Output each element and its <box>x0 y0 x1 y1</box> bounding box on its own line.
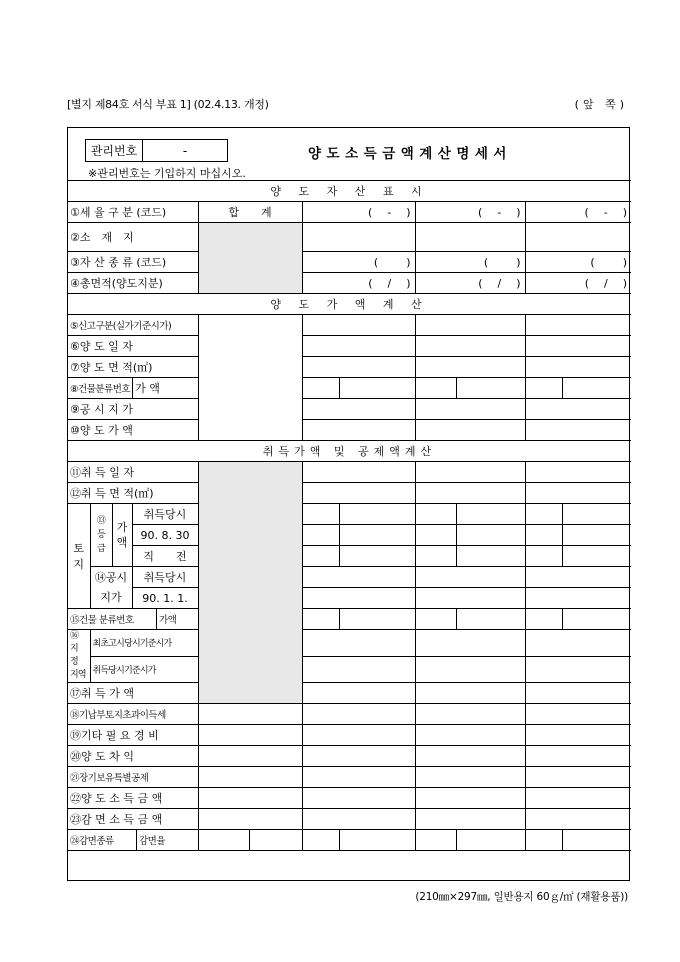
field-posted-price-3[interactable] <box>525 399 631 420</box>
field-asset-type-1[interactable]: ( ) <box>302 252 415 273</box>
field-area-3[interactable]: ( / ) <box>525 273 631 294</box>
form-reference: [별지 제84호 서식 부표 1] (02.4.13. 개정) <box>67 98 269 111</box>
field-exempt-income-3[interactable] <box>525 809 631 830</box>
row-grade-prior <box>68 546 631 567</box>
field-report-type-3[interactable] <box>525 315 631 336</box>
field-grade-1990-2a[interactable] <box>415 525 456 546</box>
field-building-class-1b[interactable] <box>339 378 415 399</box>
field-transfer-gain-3[interactable] <box>525 746 631 767</box>
field-other-expenses-3[interactable] <box>525 725 631 746</box>
field-acq-date-3[interactable] <box>525 462 631 483</box>
field-transfer-date-3[interactable] <box>525 336 631 357</box>
label-land-tax: ⑱기납부토지초과이득세 <box>68 704 198 725</box>
field-grade-1990-1a[interactable] <box>302 525 339 546</box>
row-posted-1990 <box>68 588 631 609</box>
row-other-expenses <box>68 725 631 746</box>
field-grade-prior-1b[interactable] <box>339 546 415 567</box>
section-acquisition <box>68 441 631 462</box>
label-acq-area: ⑫취 득 면 적(㎡) <box>68 483 198 504</box>
section-asset <box>68 181 631 202</box>
field-building-acq-1b[interactable] <box>339 609 415 630</box>
field-acq-area-2[interactable] <box>415 483 525 504</box>
field-building-acq-1a[interactable] <box>302 609 339 630</box>
label-acq-time-2: 취득당시 <box>132 567 198 588</box>
field-grade-prior-2b[interactable] <box>456 546 525 567</box>
row-posted-acq <box>68 567 631 588</box>
row-transfer-income <box>68 788 631 809</box>
field-long-term-total[interactable] <box>198 767 302 788</box>
total-gray-1 <box>198 223 302 294</box>
field-exemption-total[interactable] <box>198 830 302 851</box>
row-building-class-acq <box>68 609 631 630</box>
field-designated-first-1[interactable] <box>302 630 415 657</box>
field-location-1[interactable] <box>302 223 415 252</box>
row-posted-price <box>68 399 631 420</box>
label-acq-standard-price: 취득당시기준시가 <box>90 656 198 683</box>
label-exempt-income: ㉓감 면 소 득 금 액 <box>68 809 198 830</box>
row-acq-area <box>68 483 631 504</box>
row-asset-type <box>68 252 631 273</box>
field-building-class-2b[interactable] <box>456 378 525 399</box>
label-building-class-acq <box>68 609 198 630</box>
management-notice: ※관리번호는 기입하지 마십시오. <box>88 167 246 180</box>
label-building-class-acq-no: ⑮건물 분류번호 <box>68 609 157 629</box>
label-exemption-kind: ㉔감면종류 <box>68 830 137 850</box>
field-grade-prior-2a[interactable] <box>415 546 456 567</box>
form-frame <box>67 127 630 881</box>
field-transfer-income-1[interactable] <box>302 788 415 809</box>
field-tax-code-3[interactable]: ( - ) <box>525 202 631 223</box>
field-report-type-1[interactable] <box>302 315 415 336</box>
label-building-class-amount: 가 액 <box>135 382 160 395</box>
label-transfer-income: ㉒양 도 소 득 금 액 <box>68 788 198 809</box>
field-area-1[interactable]: ( / ) <box>302 273 415 294</box>
field-transfer-gain-1[interactable] <box>302 746 415 767</box>
label-building-class-no: ⑧건물분류번호 <box>68 378 133 398</box>
label-land: 토 지 <box>68 504 90 609</box>
field-designated-first-2[interactable] <box>415 630 525 657</box>
label-building-class-acq-amount: 가액 <box>159 615 177 626</box>
field-designated-first-3[interactable] <box>525 630 631 657</box>
field-exemption-2a[interactable] <box>415 830 456 851</box>
field-transfer-income-total[interactable] <box>198 788 302 809</box>
field-grade-1990-1b[interactable] <box>339 525 415 546</box>
row-transfer-price <box>68 420 631 441</box>
field-grade-1990-3a[interactable] <box>525 525 562 546</box>
label-transfer-area: ⑦양 도 면 적(㎡) <box>68 357 198 378</box>
label-first-notice-price: 최초고시당시기준시가 <box>90 630 198 657</box>
row-transfer-date <box>68 336 631 357</box>
label-acq-price: ⑰취 득 가 액 <box>68 683 198 704</box>
field-transfer-area-2[interactable] <box>415 357 525 378</box>
field-transfer-gain-total[interactable] <box>198 746 302 767</box>
field-exemption-1b[interactable] <box>339 830 415 851</box>
field-tax-code-1[interactable]: ( - ) <box>302 202 415 223</box>
field-other-expenses-total[interactable] <box>198 725 302 746</box>
field-long-term-1[interactable] <box>302 767 415 788</box>
label-building-class <box>68 378 198 399</box>
label-grade: ⑬ 등 급 <box>90 504 112 567</box>
row-designated-acq <box>68 656 631 683</box>
total-gray-2 <box>198 462 302 704</box>
field-transfer-gain-2[interactable] <box>415 746 525 767</box>
field-grade-acq-1a[interactable] <box>302 504 339 525</box>
field-building-class-3a[interactable] <box>525 378 562 399</box>
row-report-type <box>68 315 631 336</box>
row-acq-date <box>68 462 631 483</box>
row-designated-first <box>68 630 631 657</box>
label-tax-rate: ①세 율 구 분 (코드) <box>68 202 198 223</box>
field-posted-price-1[interactable] <box>302 399 415 420</box>
field-grade-1990-3b[interactable] <box>562 525 631 546</box>
field-grade-prior-3a[interactable] <box>525 546 562 567</box>
field-transfer-area-1[interactable] <box>302 357 415 378</box>
field-acq-date-1[interactable] <box>302 462 415 483</box>
field-land-tax-total[interactable] <box>198 704 302 725</box>
field-posted-1990-3[interactable] <box>525 588 631 609</box>
field-building-acq-2b[interactable] <box>456 609 525 630</box>
field-posted-acq-3[interactable] <box>525 567 631 588</box>
field-tax-code-2[interactable]: ( - ) <box>415 202 525 223</box>
section-title-asset: 양 도 자 산 표 시 <box>68 181 631 202</box>
label-acq-date: ⑪취 득 일 자 <box>68 462 198 483</box>
field-acq-area-3[interactable] <box>525 483 631 504</box>
label-other-expenses: ⑲기타 필 요 경 비 <box>68 725 198 746</box>
field-transfer-price-1[interactable] <box>302 420 415 441</box>
field-exemption-1a[interactable] <box>302 830 339 851</box>
field-area-2[interactable]: ( / ) <box>415 273 525 294</box>
field-building-acq-2a[interactable] <box>415 609 456 630</box>
row-location <box>68 223 631 252</box>
section-title-transfer: 양 도 가 액 계 산 <box>68 294 631 315</box>
row-long-term-deduction <box>68 767 631 788</box>
label-area: ④총면적(양도지분) <box>68 273 198 294</box>
label-long-term-deduction: ㉑장기보유특별공제 <box>68 767 198 788</box>
field-posted-1990-2[interactable] <box>415 588 525 609</box>
field-asset-type-2[interactable]: ( ) <box>415 252 525 273</box>
field-grade-1990-2b[interactable] <box>456 525 525 546</box>
field-exempt-income-total[interactable] <box>198 809 302 830</box>
field-transfer-date-2[interactable] <box>415 336 525 357</box>
label-grade-value: 가 액 <box>112 504 132 567</box>
label-posted-price: ⑨공 시 지 가 <box>68 399 198 420</box>
field-transfer-price-3[interactable] <box>525 420 631 441</box>
field-exemption-3a[interactable] <box>525 830 562 851</box>
field-long-term-3[interactable] <box>525 767 631 788</box>
row-transfer-gain <box>68 746 631 767</box>
form-title: 양도소득금액계산명세서 <box>308 146 512 162</box>
label-exemption-type <box>68 830 198 851</box>
field-posted-acq-2[interactable] <box>415 567 525 588</box>
field-building-class-1a[interactable] <box>302 378 339 399</box>
field-posted-acq-1[interactable] <box>302 567 415 588</box>
field-exempt-income-1[interactable] <box>302 809 415 830</box>
form-header <box>68 128 629 180</box>
label-just-before: 직 전 <box>132 546 198 567</box>
management-number-field[interactable]: - <box>182 143 188 158</box>
field-location-2[interactable] <box>415 223 525 252</box>
field-exemption-2b[interactable] <box>456 830 525 851</box>
row-building-class <box>68 378 631 399</box>
field-land-tax-1[interactable] <box>302 704 415 725</box>
field-acq-date-2[interactable] <box>415 462 525 483</box>
label-date-1990-aug: 90. 8. 30 <box>132 525 198 546</box>
field-transfer-income-3[interactable] <box>525 788 631 809</box>
label-transfer-gain: ⑳양 도 차 익 <box>68 746 198 767</box>
field-acq-price-1[interactable] <box>302 683 415 704</box>
field-grade-acq-3a[interactable] <box>525 504 562 525</box>
field-land-tax-3[interactable] <box>525 704 631 725</box>
row-transfer-area <box>68 357 631 378</box>
field-building-acq-3a[interactable] <box>525 609 562 630</box>
section-transfer <box>68 294 631 315</box>
field-designated-acq-3[interactable] <box>525 656 631 683</box>
field-transfer-date-1[interactable] <box>302 336 415 357</box>
field-asset-type-3[interactable]: ( ) <box>525 252 631 273</box>
field-acq-price-2[interactable] <box>415 683 525 704</box>
row-grade-acq <box>68 504 631 525</box>
field-grade-acq-2b[interactable] <box>456 504 525 525</box>
field-building-class-3b[interactable] <box>562 378 631 399</box>
field-transfer-area-3[interactable] <box>525 357 631 378</box>
label-designated-area: ⑯ 지 정 지역 <box>68 630 90 683</box>
row-grade-1990 <box>68 525 631 546</box>
field-designated-acq-1[interactable] <box>302 656 415 683</box>
field-report-type-2[interactable] <box>415 315 525 336</box>
field-transfer-income-2[interactable] <box>415 788 525 809</box>
label-acq-time: 취득당시 <box>132 504 198 525</box>
field-grade-prior-1a[interactable] <box>302 546 339 567</box>
field-acq-area-1[interactable] <box>302 483 415 504</box>
row-exemption-type <box>68 830 631 851</box>
section-title-acquisition: 취득가액 및 공제액계산 <box>68 441 631 462</box>
field-other-expenses-1[interactable] <box>302 725 415 746</box>
row-tax-rate <box>68 202 631 223</box>
field-other-expenses-2[interactable] <box>415 725 525 746</box>
field-exempt-income-2[interactable] <box>415 809 525 830</box>
field-posted-1990-1[interactable] <box>302 588 415 609</box>
field-building-acq-3b[interactable] <box>562 609 631 630</box>
field-grade-acq-2a[interactable] <box>415 504 456 525</box>
page-side-label: (앞 쪽) <box>574 98 628 111</box>
field-location-3[interactable] <box>525 223 631 252</box>
field-land-tax-2[interactable] <box>415 704 525 725</box>
row-area <box>68 273 631 294</box>
label-location: ②소 재 지 <box>68 223 198 252</box>
field-long-term-2[interactable] <box>415 767 525 788</box>
field-exemption-3b[interactable] <box>562 830 631 851</box>
label-asset-type: ③자 산 종 류 (코드) <box>68 252 198 273</box>
label-exemption-rate: 감면율 <box>139 836 166 847</box>
calculation-table <box>68 180 631 851</box>
field-grade-acq-3b[interactable] <box>562 504 631 525</box>
field-grade-acq-1b[interactable] <box>339 504 415 525</box>
paper-spec: (210㎜×297㎜, 일반용지 60ｇ/㎡ (재활용품)) <box>415 891 628 903</box>
label-transfer-date: ⑥양 도 일 자 <box>68 336 198 357</box>
label-total: 합 계 <box>198 202 302 223</box>
management-number-box <box>85 139 228 162</box>
field-designated-acq-2[interactable] <box>415 656 525 683</box>
label-date-1990-jan: 90. 1. 1. <box>132 588 198 609</box>
management-number-label: 관리번호 <box>86 140 143 161</box>
total-blank-transfer <box>198 315 302 441</box>
row-exempt-income <box>68 809 631 830</box>
label-transfer-price: ⑩양 도 가 액 <box>68 420 198 441</box>
field-grade-prior-3b[interactable] <box>562 546 631 567</box>
field-posted-price-2[interactable] <box>415 399 525 420</box>
field-building-class-2a[interactable] <box>415 378 456 399</box>
field-acq-price-3[interactable] <box>525 683 631 704</box>
label-report-type: ⑤신고구분(실가기준시가) <box>68 315 198 336</box>
field-transfer-price-2[interactable] <box>415 420 525 441</box>
row-land-tax <box>68 704 631 725</box>
row-acq-price <box>68 683 631 704</box>
label-posted-land-price: ⑭공시 지가 <box>90 567 132 609</box>
